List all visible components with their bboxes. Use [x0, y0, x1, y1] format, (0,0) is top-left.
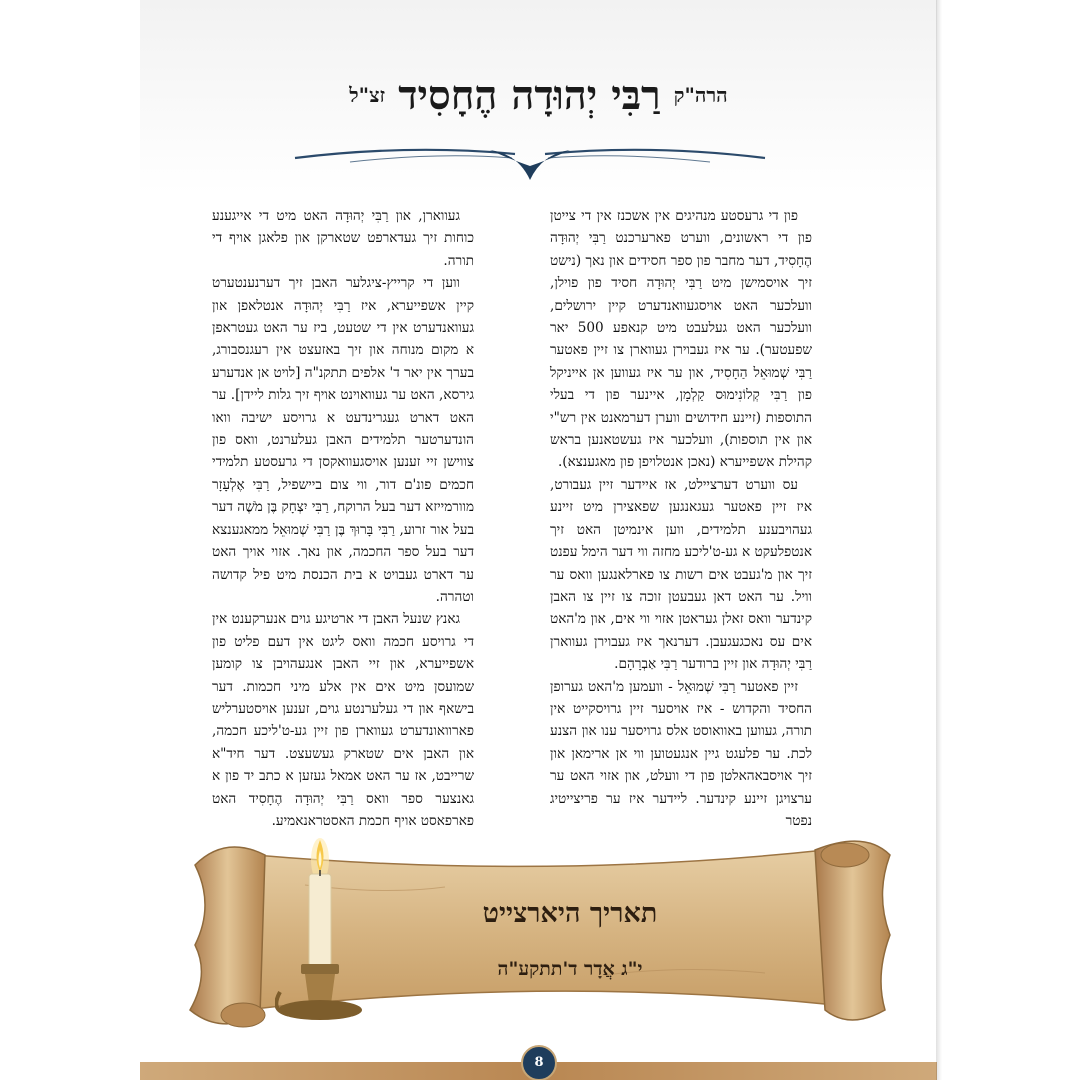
paragraph: זיין פאטער רַבִּי שְׁמוּאֵל - וועמען מ'האט גערופן החסיד והקדוש - איז אויסער זיין גרויסקייט אין תורה, געווען באוואוסט אלס גרויסער ענו און הצנע לכת. ער פלעגט גיין אנגעטוען ווי אן ארימאן און זיך אויסבאהאלטן פון די וועלט, און אזוי האט ער ערצויגן זיינע קינדער. ליידער איז ער פריצייטיג נפטר [550, 678, 812, 829]
page-title [140, 72, 937, 119]
title-suffix: זצ"ל [349, 83, 386, 107]
paragraph: עס ווערט דערציילט, אז איידער זיין געבורט, איז זיין פאטער געגאנגען שפאצירן מיט זיינע געהויבענע תלמידים, ווען אינמיטן האט זיך אנטפלעקט א גע-ט'ליכע מחזה ווי דער הימל עפנט זיך און מ'געבט אים רשות צו פארלאנגען וואס ער וויל. ער האט דאן געבעטן זוכה צו זיין צו האבן קינדער וואס זאלן געראטן אזוי ווי אים, און מ'האט אים עס נאכגעגעבן. דערנאך איז געבוירן געווארן רַבִּי יְהוּדָה און זיין ברודער רַבִּי אַבְרָהָם. [550, 476, 812, 673]
document-page [140, 0, 937, 1080]
yahrzeit-heading: תאריך היארצייט [482, 898, 658, 929]
text-column-right [550, 205, 812, 832]
title-prefix: הרה"ק [673, 83, 728, 107]
paragraph: געווארן, און רַבִּי יְהוּדָה האט מיט די אייגענע כוחות זיך געדארפט שטארקן און פלאגן אויף די תורה. [212, 208, 474, 269]
yahrzeit-date: י"ג אֲדָר ד'תתקע"ה [497, 958, 643, 980]
page-edge-shadow [936, 0, 942, 1080]
title-name: רַבִּי יְהוּדָה הֶחָסִיד [398, 72, 661, 119]
paragraph: גאנץ שנעל האבן די ארטיגע גוים אנערקענט אין די גרויסע חכמה וואס ליגט אין דעם פליט פון אשפייערא, און זיי האבן אנגעהויבן צו קומען שמועסן מיט אים אין אלע מיני חכמות. דער בישאף און די געלערנטע גוים, זענען אויסטערליש פארוואונדערט געווארן פון זיין גע-ט'ליכע חכמה, און האבן אים שטארק געשעצט. דער חיד"א שרייבט, אז ער האט אמאל געזען א כתב יד פון א גאנצער ספר וואס רַבִּי יְהוּדָה הֶחָסִיד האט פארפאסט אויף חכמת האסטראנאמיע. [212, 611, 474, 829]
title-divider-ornament [290, 140, 770, 190]
page-number-badge: 8 [521, 1045, 557, 1080]
candle-icon [275, 832, 365, 1032]
paragraph: ווען די קרייץ-ציגלער האבן זיך דערנענטערט קיין אשפייערא, איז רַבִּי יְהוּדָה אנטלאפן און געוואנדערט אין די שטעט, ביז ער האט געטראפן א מקום מנוחה און זיך באזעצט אין רעגנסבורג, בערך אין יאר ד' אלפים תתקנ"ה [לויט אן אנדערע גירסא, האט ער געוואוינט אויף זיך גלות ליידן]. ער האט דארט געגרינדעט א גרויסע ישיבה וואו הונדערטער תלמידים האבן געלערנט, וואס פון צווישן זיי זענען אויסגעוואקסן די גרעסטע תלמידי חכמים פונ'ם דור, ווי צום ביישפיל, רַבִּי אֶלְעָזָר מוורמייזא דער בעל הרוקח, רַבִּי יִצְחָק בֶּן מֹשֶׁה דער בעל אור זרוע, רַבִּי בָּרוּךְ בֶּן רַבִּי שְׁמוּאֵל ממאגענצא דער בעל ספר החכמה, און נאך. אזוי אויך האט ער דארט געבויט א בית הכנסת מיט פיל קדושה וטהרה. [212, 275, 474, 605]
paragraph: פון די גרעסטע מנהיגים אין אשכנז אין די צייטן פון די ראשונים, ווערט פארערכנט רַבִּי יְהוּדָה הֶחָסִיד, דער מחבר פון ספר חסידים און נאך (נישט זיך אויסמישן מיט רַבִּי יְהוּדָה חסיד פון פוילן, וועלכער האט אויסגעוואנדערט קיין ירושלים, וועלכער האט געלעבט מיט קנאפע 500 יאר שפעטער). ער איז געבוירן געווארן צו זיין פאטער רַבִּי שְׁמוּאֵל הַחָסִיד, און ער איז געווען אן אייניקל פון רַבִּי קְלוֹנִימוּס קַלְמָן, איינער פון די בעלי התוספות (זיינע חידושים ווערן דערמאנט אין רש"י און אין תוספות), וועלכער איז געשטאנען בראש קהילת אשפייערא (נאכן אנטלויפן פון מאגענצא). [550, 208, 812, 471]
text-column-left [212, 205, 474, 832]
